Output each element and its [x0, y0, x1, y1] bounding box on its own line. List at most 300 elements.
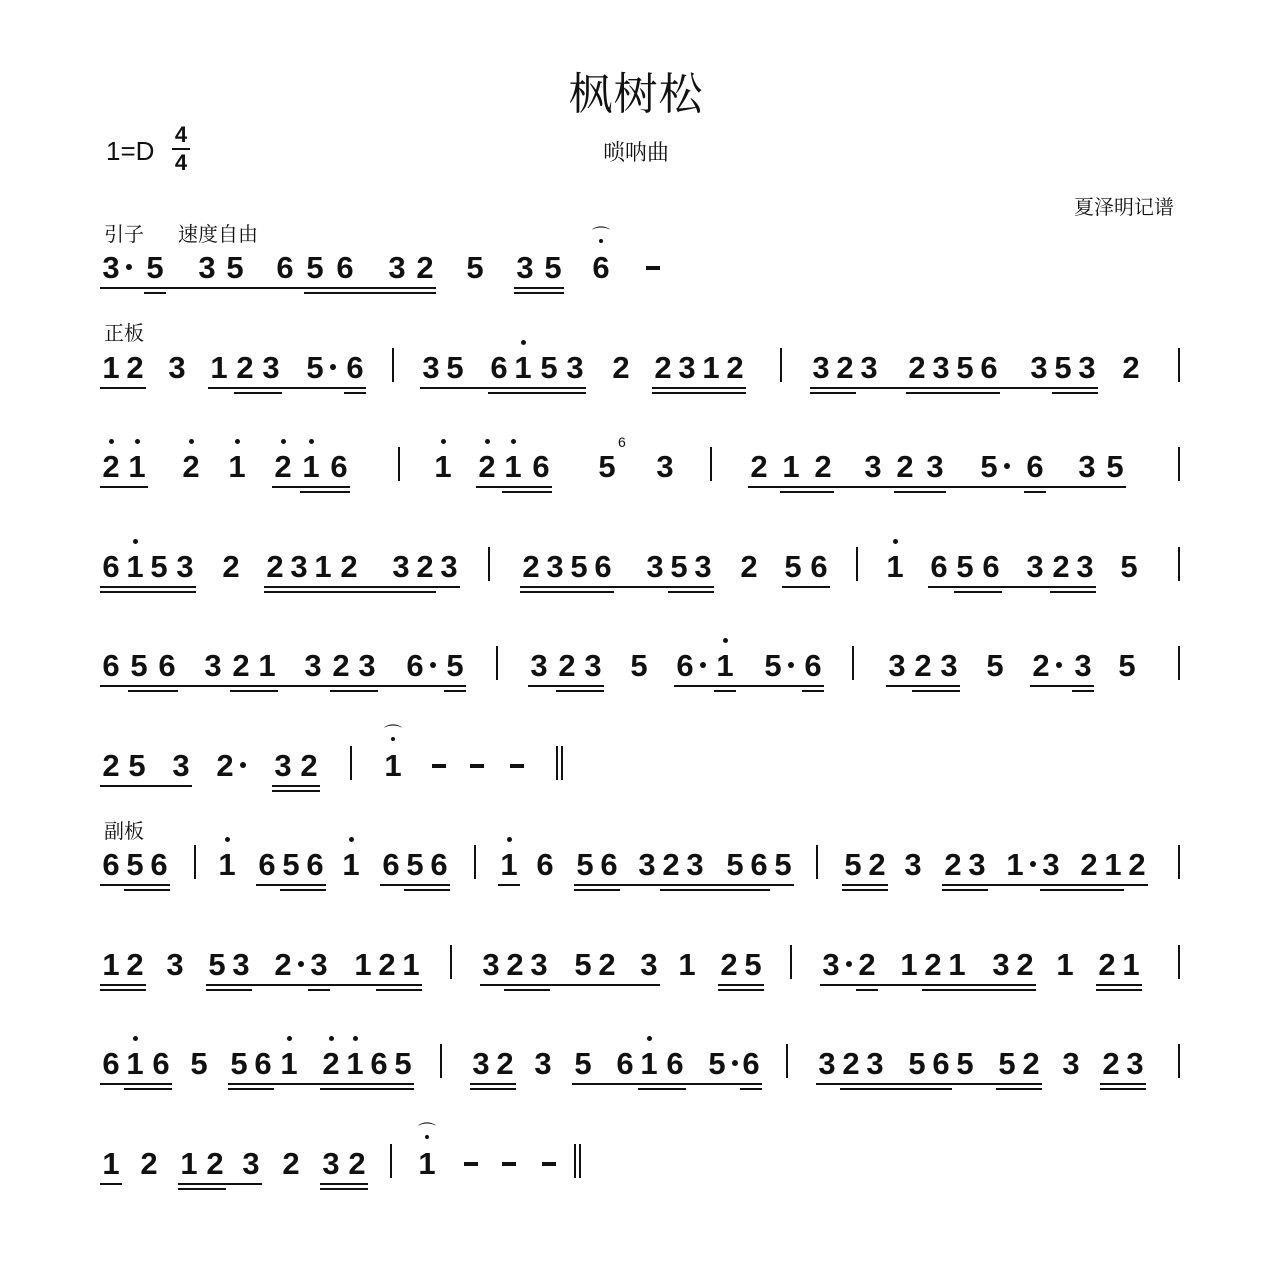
eighth-underline [100, 586, 196, 588]
note [330, 648, 352, 684]
note-digit: 6 [750, 847, 768, 882]
time-signature-bottom: 4 [174, 150, 188, 175]
note [480, 947, 502, 983]
note-digit: 6 [980, 350, 998, 385]
note-digit: 1 [302, 449, 320, 484]
note [808, 549, 830, 585]
note [1004, 847, 1026, 883]
note-digit: 2 [348, 1146, 366, 1181]
note-digit: 3 [534, 1046, 552, 1081]
note [100, 1046, 122, 1082]
note [300, 449, 322, 485]
barline [1178, 945, 1180, 979]
sixteenth-underline [308, 989, 330, 991]
note [494, 1046, 516, 1082]
note [922, 947, 944, 983]
note [308, 947, 330, 983]
note [498, 847, 520, 883]
note-digit: 2 [478, 449, 496, 484]
note [512, 350, 534, 386]
note-digit: 1 [258, 648, 276, 683]
notation-line [100, 947, 1200, 1007]
note-digit: 5 [956, 1046, 974, 1081]
note-digit: 3 [818, 1046, 836, 1081]
augmentation-dot [430, 662, 436, 668]
eighth-underline [178, 1183, 262, 1185]
high-octave-dot [281, 439, 286, 444]
note-digit: 5 [1106, 449, 1124, 484]
note-digit: 6 [742, 1046, 760, 1081]
note-digit: 3 [392, 549, 410, 584]
note-digit: 1 [900, 947, 918, 982]
note-digit: 5 [208, 947, 226, 982]
note-digit: 3 [932, 350, 950, 385]
note-digit: 1 [126, 549, 144, 584]
note-digit: 1 [702, 350, 720, 385]
note [124, 847, 146, 883]
note-digit: 5 [744, 947, 762, 982]
note-digit: 3 [232, 947, 250, 982]
barline [1178, 547, 1180, 581]
note-digit: 6 [102, 549, 120, 584]
note-digit: 3 [262, 350, 280, 385]
note [1120, 350, 1142, 386]
note-digit: 6 [600, 847, 618, 882]
note-digit: 5 [190, 1046, 208, 1081]
note [124, 350, 146, 386]
note [338, 549, 360, 585]
note-digit: 5 [394, 1046, 412, 1081]
note [930, 350, 952, 386]
sixteenth-underline [840, 1088, 952, 1090]
note [572, 947, 594, 983]
note [206, 947, 228, 983]
note-digit: 3 [584, 648, 602, 683]
sixteenth-underline [124, 1088, 172, 1090]
note [344, 350, 366, 386]
sixteenth-underline [178, 1188, 226, 1190]
note-digit: 2 [914, 648, 932, 683]
note-digit: 3 [422, 350, 440, 385]
note [304, 350, 326, 386]
high-octave-dot [521, 340, 526, 345]
note [488, 350, 510, 386]
note [196, 250, 218, 286]
sixteenth-underline [802, 690, 824, 692]
note [772, 847, 794, 883]
sustain-dash [432, 764, 446, 768]
note [280, 1146, 302, 1182]
note [414, 549, 436, 585]
note-digit: 1 [402, 947, 420, 982]
note [126, 748, 148, 784]
eighth-underline [480, 984, 660, 986]
note-digit: 6 [1026, 449, 1044, 484]
augmentation-dot [1056, 662, 1062, 668]
note [614, 1046, 636, 1082]
note [352, 947, 374, 983]
note-digit: 6 [102, 648, 120, 683]
note [906, 350, 928, 386]
augmentation-dot [240, 762, 246, 768]
sixteenth-underline [300, 491, 350, 493]
sixteenth-underline [376, 989, 422, 991]
note-digit: 2 [814, 449, 832, 484]
note [328, 449, 350, 485]
high-octave-dot [353, 1036, 358, 1041]
note [762, 648, 784, 684]
barline [450, 945, 452, 979]
note [894, 449, 916, 485]
note [652, 350, 674, 386]
note-digit: 5 [282, 847, 300, 882]
note-digit: 5 [446, 350, 464, 385]
note-digit: 3 [172, 748, 190, 783]
sixteenth-underline [100, 591, 196, 593]
barline [350, 746, 352, 780]
note [676, 350, 698, 386]
note-digit: 2 [506, 947, 524, 982]
note [272, 748, 294, 784]
note [668, 549, 690, 585]
note [368, 1046, 390, 1082]
note [906, 1046, 928, 1082]
note [842, 847, 864, 883]
sixteenth-underline [504, 989, 550, 991]
note [954, 1046, 976, 1082]
note [302, 648, 324, 684]
note-digit: 3 [102, 250, 120, 285]
high-octave-dot [723, 638, 728, 643]
note [858, 350, 880, 386]
note-digit: 3 [242, 1146, 260, 1181]
note [126, 449, 148, 485]
barline [856, 547, 858, 581]
note-digit: 6 [102, 847, 120, 882]
note-digit: 6 [346, 350, 364, 385]
note [174, 549, 196, 585]
note [700, 350, 722, 386]
note-digit: 2 [102, 748, 120, 783]
sixteenth-underline [660, 889, 770, 891]
note [216, 847, 238, 883]
barline [780, 348, 782, 382]
eighth-underline [470, 1083, 516, 1085]
sixteenth-underline [330, 690, 378, 692]
note [886, 648, 908, 684]
note [382, 748, 404, 784]
note-digit: 5 [230, 1046, 248, 1081]
note-digit: 5 [574, 1046, 592, 1081]
sustain-dash [470, 764, 484, 768]
grace-note: 6 [618, 434, 626, 450]
sixteenth-underline [668, 591, 714, 593]
note-digit: 3 [198, 250, 216, 285]
note-digit: 2 [340, 549, 358, 584]
note [738, 549, 760, 585]
note [148, 549, 170, 585]
note-digit: 6 [150, 847, 168, 882]
song-subtitle: 唢呐曲 [602, 141, 669, 166]
note [224, 250, 246, 286]
sixteenth-underline [234, 392, 282, 394]
note [124, 947, 146, 983]
note [150, 1046, 172, 1082]
note [954, 549, 976, 585]
note [1078, 847, 1100, 883]
note [966, 847, 988, 883]
fermata-icon [592, 230, 610, 242]
notation-line [100, 434, 1200, 509]
note-digit: 3 [812, 350, 830, 385]
note-digit: 3 [822, 947, 840, 982]
note-digit: 2 [654, 350, 672, 385]
note [748, 847, 770, 883]
note-digit: 2 [924, 947, 942, 982]
note [1100, 1046, 1122, 1082]
note [404, 648, 426, 684]
note-digit: 5 [1118, 648, 1136, 683]
note [514, 250, 536, 286]
note-digit: 3 [1030, 350, 1048, 385]
note-digit: 2 [496, 1046, 514, 1081]
note [334, 250, 356, 286]
note [444, 350, 466, 386]
sixteenth-underline [1072, 690, 1094, 692]
note [100, 449, 122, 485]
note-digit: 2 [558, 648, 576, 683]
note-digit: 1 [210, 350, 228, 385]
sixteenth-underline [574, 889, 620, 891]
barline [390, 1144, 392, 1178]
sustain-dash [646, 266, 660, 270]
note-digit: 2 [858, 947, 876, 982]
note [202, 648, 224, 684]
note [574, 847, 596, 883]
fermata-icon [418, 1126, 436, 1138]
note [1054, 947, 1076, 983]
eighth-underline [476, 486, 552, 488]
sixteenth-underline [444, 690, 466, 692]
note-digit: 3 [176, 549, 194, 584]
barline [496, 646, 498, 680]
note [1072, 648, 1094, 684]
barline [398, 447, 400, 481]
note [438, 549, 460, 585]
note [902, 847, 924, 883]
note-digit: 6 [616, 1046, 634, 1081]
note [782, 549, 804, 585]
note-digit: 3 [1062, 1046, 1080, 1081]
note [144, 250, 166, 286]
note-digit: 5 [630, 648, 648, 683]
note-digit: 2 [416, 549, 434, 584]
note-digit: 2 [740, 549, 758, 584]
notation-line [100, 648, 1200, 708]
note [834, 350, 856, 386]
note [572, 1046, 594, 1082]
note-digit: 1 [384, 748, 402, 783]
barline [1178, 1044, 1180, 1078]
note-digit: 6 [490, 350, 508, 385]
note-digit: 6 [804, 648, 822, 683]
note [582, 648, 604, 684]
note-digit: 1 [1006, 847, 1024, 882]
note-digit: 1 [280, 1046, 298, 1081]
eighth-underline [816, 1083, 1042, 1085]
note-digit: 2 [378, 947, 396, 982]
note [380, 847, 402, 883]
note [226, 449, 248, 485]
note [1024, 549, 1046, 585]
note [542, 250, 564, 286]
note [100, 847, 122, 883]
eighth-underline [498, 884, 520, 886]
note-digit: 5 [574, 947, 592, 982]
note-digit: 2 [222, 549, 240, 584]
notation-line [100, 549, 1200, 609]
note-digit: 5 [774, 847, 792, 882]
note-digit: 6 [382, 847, 400, 882]
note-digit: 1 [346, 1046, 364, 1081]
note-digit: 5 [146, 250, 164, 285]
eighth-underline [100, 287, 436, 289]
note-digit: 3 [546, 549, 564, 584]
note-digit: 2 [332, 648, 350, 683]
note-digit: 2 [1080, 847, 1098, 882]
note [664, 1046, 686, 1082]
note [674, 648, 696, 684]
high-octave-dot [507, 837, 512, 842]
note [204, 1146, 226, 1182]
sustain-dash [542, 1162, 556, 1166]
note [298, 748, 320, 784]
sixteenth-underline [404, 889, 450, 891]
barline [392, 348, 394, 382]
high-octave-dot [309, 439, 314, 444]
note-digit: 1 [1104, 847, 1122, 882]
note [840, 1046, 862, 1082]
note [304, 847, 326, 883]
note-digit: 1 [126, 1046, 144, 1081]
high-octave-dot [893, 539, 898, 544]
fermata-icon [384, 728, 402, 740]
note [532, 1046, 554, 1082]
note [928, 549, 950, 585]
key-signature: 1=D [106, 136, 155, 166]
note-digit: 3 [888, 648, 906, 683]
note-digit: 1 [354, 947, 372, 982]
note [390, 549, 412, 585]
note-digit: 3 [940, 648, 958, 683]
note-digit: 3 [694, 549, 712, 584]
note-digit: 5 [784, 549, 802, 584]
note-digit: 2 [216, 748, 234, 783]
sixteenth-underline [856, 989, 878, 991]
note-digit: 1 [504, 449, 522, 484]
note [816, 1046, 838, 1082]
sixteenth-underline [470, 1088, 516, 1090]
high-octave-dot [235, 439, 240, 444]
sixteenth-underline [206, 989, 252, 991]
note-digit: 3 [168, 350, 186, 385]
note [1014, 947, 1036, 983]
eighth-underline [100, 486, 148, 488]
note-digit: 6 [254, 1046, 272, 1081]
note [432, 449, 454, 485]
note [864, 1046, 886, 1082]
note-digit: 3 [1074, 648, 1092, 683]
note-digit: 2 [416, 250, 434, 285]
note [156, 648, 178, 684]
final-barline [574, 1144, 582, 1178]
note [188, 1046, 210, 1082]
note-digit: 2 [836, 350, 854, 385]
eighth-underline [572, 1083, 762, 1085]
note [520, 549, 542, 585]
high-octave-dot [511, 439, 516, 444]
sixteenth-underline [556, 690, 604, 692]
note-digit: 2 [944, 847, 962, 882]
note-digit: 3 [1078, 449, 1096, 484]
note [1024, 449, 1046, 485]
note-digit: 3 [1126, 1046, 1144, 1081]
sixteenth-underline [1052, 392, 1098, 394]
sixteenth-underline [520, 591, 614, 593]
high-octave-dot [109, 439, 114, 444]
sixteenth-underline [502, 491, 552, 493]
eighth-underline [1100, 1083, 1146, 1085]
note-digit: 6 [430, 847, 448, 882]
note-digit: 5 [306, 350, 324, 385]
note [930, 1046, 952, 1082]
note [278, 1046, 300, 1082]
note-digit: 5 [576, 847, 594, 882]
eighth-underline [782, 586, 830, 588]
augmentation-dot [788, 662, 794, 668]
note-digit: 2 [522, 549, 540, 584]
note [924, 449, 946, 485]
note [100, 748, 122, 784]
note-digit: 5 [986, 648, 1004, 683]
eighth-underline [208, 387, 366, 389]
note-digit: 5 [998, 1046, 1016, 1081]
note [1120, 947, 1142, 983]
note-digit: 5 [956, 350, 974, 385]
note [100, 350, 122, 386]
note [416, 1146, 438, 1182]
augmentation-dot [700, 662, 706, 668]
note [856, 947, 878, 983]
note-digit: 2 [1022, 1046, 1040, 1081]
note-digit: 6 [810, 549, 828, 584]
sixteenth-underline [906, 392, 1000, 394]
note [240, 1146, 262, 1182]
sixteenth-underline [144, 292, 166, 294]
note-digit: 5 [598, 449, 616, 484]
note-digit: 3 [388, 250, 406, 285]
note-digit: 3 [440, 549, 458, 584]
note [742, 947, 764, 983]
note [100, 250, 122, 286]
note [100, 1146, 122, 1182]
sixteenth-underline [344, 392, 366, 394]
notation-line [100, 350, 1200, 410]
note-digit: 6 [532, 449, 550, 484]
note-digit: 2 [102, 449, 120, 484]
barline [474, 845, 476, 879]
high-octave-dot [349, 837, 354, 842]
